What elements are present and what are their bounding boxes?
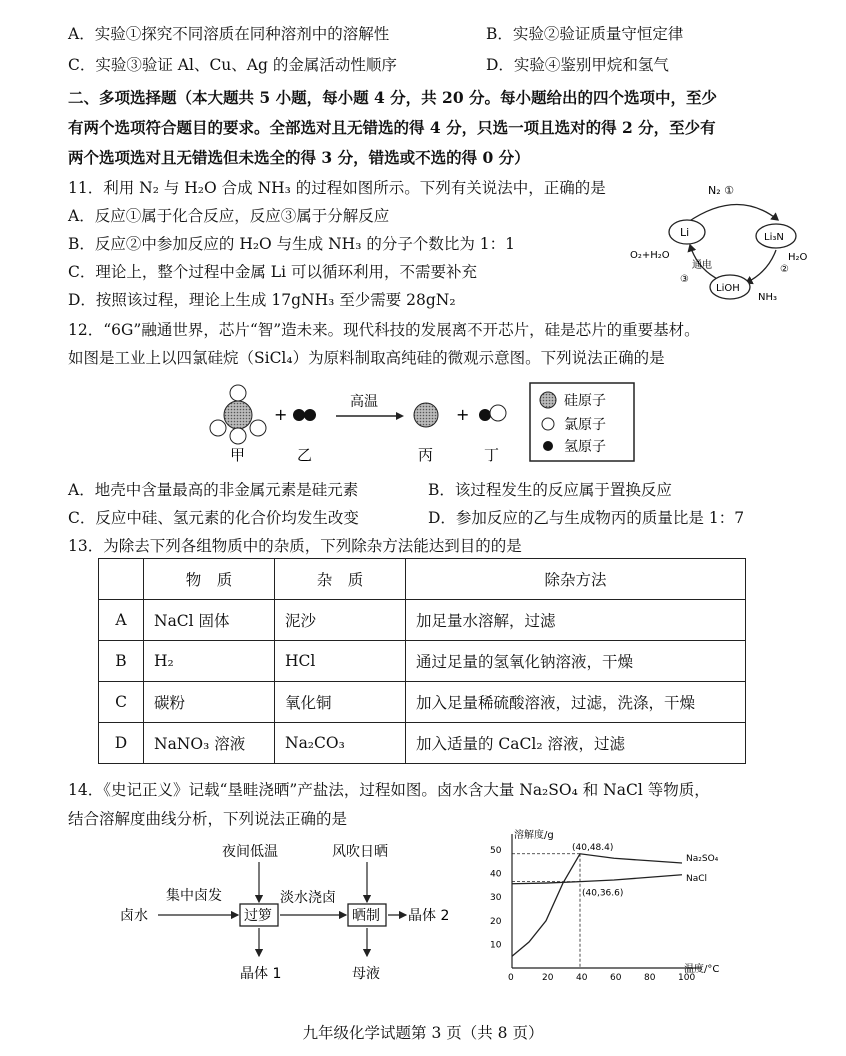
flow-jingti2: 晶体 2: [408, 908, 450, 924]
y-tick-label: 40: [490, 869, 502, 880]
si-atom-bing: [414, 403, 438, 427]
q12-option-d: D．参加反应的乙与生成物丙的质量比是 1：7: [428, 509, 745, 527]
y-tick-label: 20: [490, 916, 502, 927]
flow-guolu: 过箩: [244, 908, 272, 924]
q14-stem-1: 14．《史记正义》记载“垦畦浇晒”产盐法，过程如图。卤水含大量 Na₂SO₄ 和 NaCl 等物质，: [68, 781, 710, 799]
table-row: [99, 600, 746, 641]
cl-atom: [210, 420, 226, 436]
legend-si-label: 硅原子: [564, 393, 606, 409]
table-cell: NaNO₃ 溶液: [144, 723, 275, 764]
q11-option-c: C．理论上，整个过程中金属 Li 可以循环利用，不需要补充: [68, 263, 477, 281]
cl-atom: [250, 420, 266, 436]
q12-reaction-diagram: [200, 378, 640, 468]
flow-danshui: 淡水浇卤: [280, 890, 336, 906]
lioh-label: LiOH: [716, 283, 740, 294]
y-tick-label: 10: [490, 940, 502, 951]
cl-atom: [490, 405, 506, 421]
cl-atom: [230, 385, 246, 401]
section2-line2: 有两个选项符合题目的要求。全部选对且无错选的得 4 分，只选一项且选对的得 2 分，至少有: [68, 118, 716, 137]
flow-luoshui: 卤水: [120, 908, 148, 924]
table-cell: 氧化铜: [275, 682, 406, 723]
arrow-step1: [688, 204, 778, 222]
annotation-label: (40,48.4): [572, 842, 614, 853]
step3-label: ③: [680, 274, 689, 285]
flow-jizhong: 集中卤发: [166, 888, 222, 904]
solubility-chart: [488, 826, 768, 988]
series-line-nacl: [512, 875, 682, 884]
table-cell: 泥沙: [275, 600, 406, 641]
q11-option-a: A．反应①属于化合反应，反应③属于分解反应: [68, 207, 390, 225]
x-tick-label: 100: [678, 973, 696, 983]
plus-sign: +: [274, 405, 288, 424]
header-cell: 杂 质: [275, 559, 406, 600]
arrow-step2: [746, 250, 776, 283]
x-tick-label: 0: [508, 973, 514, 983]
li-label: Li: [680, 226, 690, 239]
q12-option-a: A．地壳中含量最高的非金属元素是硅元素: [68, 481, 359, 499]
q11-option-d: D．按照该过程，理论上生成 17gNH₃ 至少需要 28gN₂: [68, 291, 456, 309]
label-bing: 丙: [418, 446, 434, 464]
nh3-label: NH₃: [758, 292, 778, 303]
table-cell: HCl: [275, 641, 406, 682]
label-ding: 丁: [484, 446, 500, 464]
table-cell: H₂: [144, 641, 275, 682]
table-header-row: [99, 559, 746, 600]
series-line-na2so4: [512, 854, 682, 956]
flow-jingti1: 晶体 1: [240, 966, 282, 982]
n2-label: N₂ ①: [708, 184, 734, 197]
q12-stem-2: 如图是工业上以四氯硅烷（SiCl₄）为原料制取高纯硅的微观示意图。下列说法正确的是: [68, 349, 665, 367]
x-tick-label: 80: [644, 973, 656, 983]
q11-option-b: B．反应②中参加反应的 H₂O 与生成 NH₃ 的分子个数比为 1：1: [68, 235, 515, 253]
flow-muye: 母液: [352, 966, 380, 982]
table-cell: Na₂CO₃: [275, 723, 406, 764]
q12-stem-1: 12．“6G”融通世界，芯片“智”造未来。现代科技的发展离不开芯片，硅是芯片的重要基材。: [68, 321, 700, 339]
step2-label: ②: [780, 264, 789, 275]
x-tick-label: 20: [542, 973, 554, 983]
table-cell: 碳粉: [144, 682, 275, 723]
cl-atom: [230, 428, 246, 444]
q14-stem-2: 结合溶解度曲线分析，下列说法正确的是: [68, 810, 348, 828]
q13-stem: 13．为除去下列各组物质中的杂质，下列除杂方法能达到目的的是: [68, 537, 522, 555]
q10-option-c: C．实验③验证 Al、Cu、Ag 的金属活动性顺序: [68, 56, 397, 74]
series-label: NaCl: [686, 873, 708, 884]
q11-cycle-diagram: [628, 180, 818, 305]
q11-stem: 11．利用 N₂ 与 H₂O 合成 NH₃ 的过程如图所示。下列有关说法中，正确的是: [68, 179, 606, 197]
tongdian-label: 通电: [692, 260, 712, 271]
y-tick-label: 30: [490, 893, 502, 904]
series-label: Na₂SO₄: [686, 853, 719, 864]
table-row: [99, 723, 746, 764]
page-footer: 九年级化学试题第 3 页（共 8 页）: [302, 1024, 544, 1042]
y-tick-label: 50: [490, 846, 502, 856]
o2h2o-label: O₂+H₂O: [630, 250, 670, 261]
y-axis-label: 溶解度/g: [514, 830, 554, 841]
legend-h-swatch: [543, 441, 553, 451]
table-cell: A: [99, 600, 144, 641]
table-cell: 加足量水溶解，过滤: [406, 600, 746, 641]
h-atom: [479, 409, 491, 421]
legend-cl-label: 氯原子: [564, 417, 606, 433]
table-cell: B: [99, 641, 144, 682]
legend-cl-swatch: [542, 418, 554, 430]
header-cell: [99, 559, 144, 600]
flow-yejian: 夜间低温: [222, 844, 278, 860]
table-row: [99, 682, 746, 723]
legend-h-label: 氢原子: [564, 439, 606, 455]
table-cell: NaCl 固体: [144, 600, 275, 641]
header-cell: 物 质: [144, 559, 275, 600]
plus-sign: +: [456, 405, 470, 424]
label-jia: 甲: [230, 446, 246, 464]
q10-option-d: D．实验④鉴别甲烷和氢气: [486, 56, 669, 74]
q12-option-b: B．该过程发生的反应属于置换反应: [428, 481, 672, 499]
q10-option-b: B．实验②验证质量守恒定律: [486, 25, 684, 43]
x-axis-label: 温度/°C: [684, 964, 720, 975]
q12-option-c: C．反应中硅、氢元素的化合价均发生改变: [68, 509, 359, 527]
q14-flow-diagram: [118, 838, 458, 988]
flow-fengchui: 风吹日晒: [332, 844, 388, 860]
si-atom-jia: [224, 401, 252, 429]
table-row: [99, 641, 746, 682]
x-tick-label: 60: [610, 973, 622, 983]
table-cell: 加入适量的 CaCl₂ 溶液，过滤: [406, 723, 746, 764]
label-yi: 乙: [297, 446, 313, 464]
table-cell: D: [99, 723, 144, 764]
flow-shaizhi: 晒制: [352, 908, 380, 924]
h-atom: [293, 409, 305, 421]
section2-line3: 两个选项选对且无错选但未选全的得 3 分，错选或不选的得 0 分）: [68, 148, 530, 167]
h2o-label: H₂O: [788, 252, 808, 263]
annotation-label: (40,36.6): [582, 888, 624, 899]
legend-si-swatch: [540, 392, 556, 408]
q13-table: [98, 558, 746, 764]
section2-line1: 二、多项选择题（本大题共 5 小题，每小题 4 分，共 20 分。每小题给出的四个选项中，至少: [68, 88, 718, 107]
li3n-label: Li₃N: [764, 232, 784, 243]
table-cell: 加入足量稀硫酸溶液，过滤，洗涤，干燥: [406, 682, 746, 723]
table-cell: C: [99, 682, 144, 723]
table-cell: 通过足量的氢氧化钠溶液，干燥: [406, 641, 746, 682]
reaction-arrow-head: [396, 412, 404, 420]
condition-label: 高温: [350, 394, 378, 410]
h-atom: [304, 409, 316, 421]
header-cell: 除杂方法: [406, 559, 746, 600]
x-tick-label: 40: [576, 973, 588, 983]
q10-option-a: A．实验①探究不同溶质在同种溶剂中的溶解性: [68, 25, 390, 43]
